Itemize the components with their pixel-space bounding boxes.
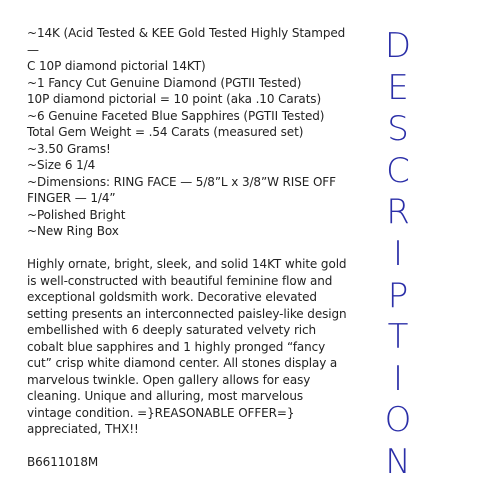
spec-line: ~6 Genuine Faceted Blue Sapphires (PGTII Tested) (27, 108, 325, 123)
title-letter: D (384, 26, 412, 66)
spec-line: ~3.50 Grams! (27, 141, 111, 156)
description-line: appreciated, THX!! (27, 422, 139, 436)
title-letter: S (387, 109, 409, 150)
title-letter: T (387, 317, 409, 358)
description-line: setting presents an interconnected paisley-like design (27, 306, 347, 321)
spec-line: C 10P diamond pictorial 14KT) (27, 59, 206, 73)
spec-line: ~14K (Acid Tested & KEE Gold Tested Highly Stamped (27, 26, 346, 40)
description-text-block (27, 25, 357, 471)
spec-line: ~New Ring Box (27, 224, 119, 238)
description-paragraph (27, 256, 357, 438)
spec-line: FINGER — 1/4” (27, 191, 116, 205)
spec-line: ~Size 6 1/4 (27, 158, 96, 172)
title-letter: N (385, 441, 411, 482)
spec-list (27, 25, 357, 240)
description-line: cleaning. Unique and alluring, most marvelous (27, 389, 304, 403)
spec-line: 10P diamond pictorial = 10 point (aka .10 Carats) (27, 92, 322, 106)
description-line: exceptional goldsmith work. Decorative elevated (27, 290, 317, 304)
title-letter: C (386, 150, 410, 191)
title-letter: O (384, 400, 412, 441)
spec-line: ~Polished Bright (27, 207, 126, 222)
description-line: embellished with 6 deeply saturated velvety rich (27, 323, 317, 337)
item-code: B6611018M (27, 455, 99, 469)
description-line: cut” crisp white diamond center. All stones display a (27, 356, 338, 370)
vertical-title-description (378, 28, 418, 480)
spec-line: ~1 Fancy Cut Genuine Diamond (PGTII Tested) (27, 75, 302, 90)
spec-line: — (27, 42, 39, 57)
title-letter: E (387, 67, 409, 108)
description-line: cobalt blue sapphires and 1 highly pronged “fancy (27, 339, 326, 354)
description-line: vintage condition. =}REASONABLE OFFER=} (27, 405, 295, 420)
title-letter: I (392, 358, 404, 399)
title-letter: P (387, 275, 409, 316)
description-line: is well-constructed with beautiful feminine flow and (27, 273, 333, 288)
title-letter: R (386, 192, 410, 233)
description-line: Highly ornate, bright, sleek, and solid 14KT white gold (27, 257, 347, 271)
title-letter: I (392, 233, 404, 274)
spec-line: Total Gem Weight = .54 Carats (measured set) (27, 125, 304, 139)
description-line: marvelous twinkle. Open gallery allows for easy (27, 372, 311, 387)
spec-line: ~Dimensions: RING FACE — 5/8”L x 3/8”W RISE OFF (27, 174, 336, 189)
